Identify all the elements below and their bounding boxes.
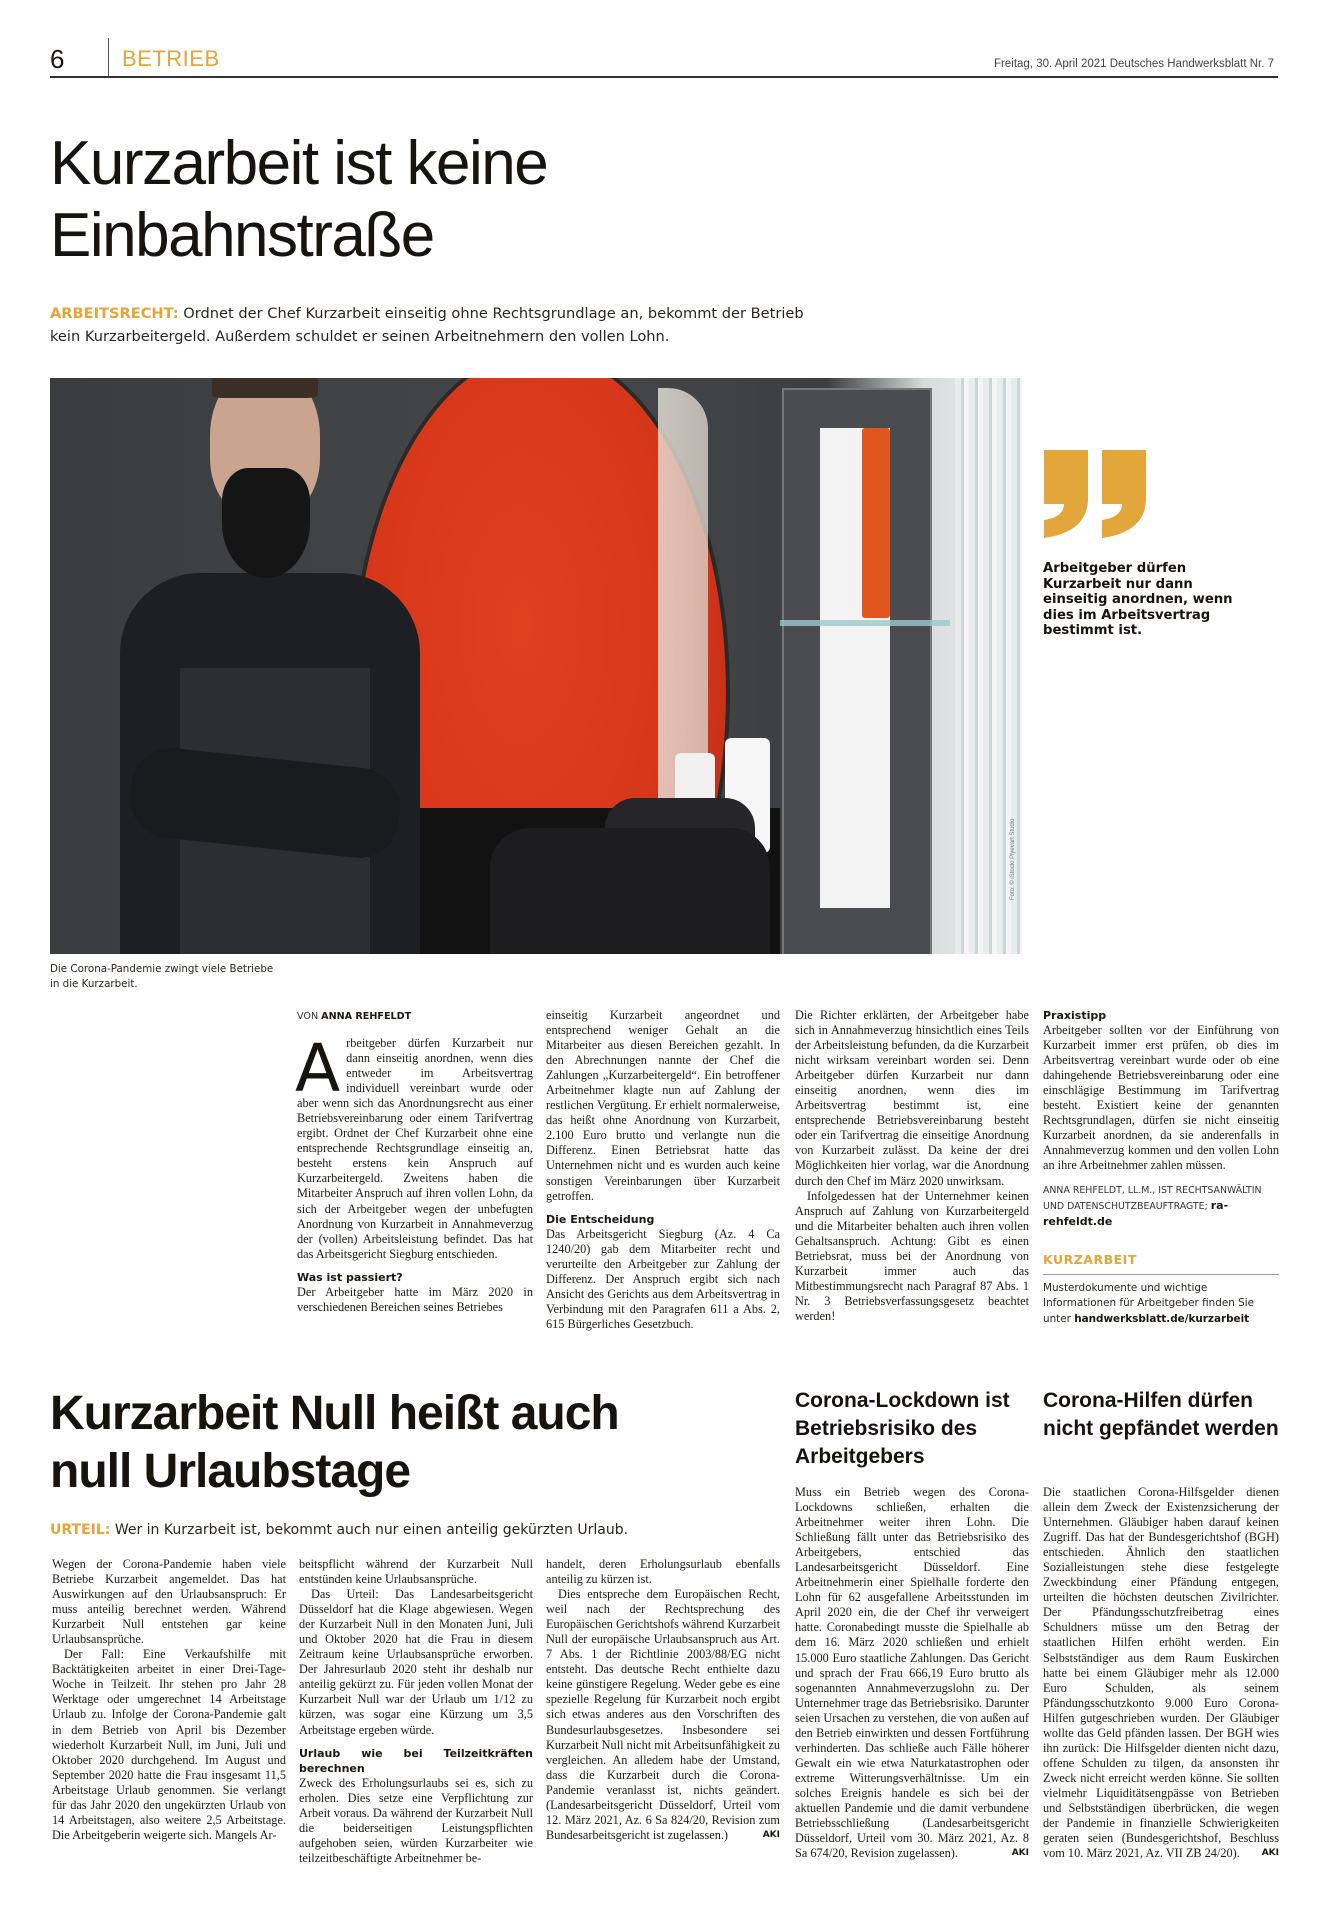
barber-chair bbox=[490, 828, 770, 954]
article2-subhead: Urlaub wie bei Teilzeitkräften berechnen bbox=[299, 1746, 533, 1775]
section-name: BETRIEB bbox=[122, 46, 220, 71]
author-website-link[interactable]: ra-rehfeldt.de bbox=[1043, 1199, 1229, 1229]
article2-column-3: handelt, deren Erholungsurlaub ebenfalls anteilig zu kürzen ist. Dies entspreche dem Europäischen Recht, weil nach der Rechtsprechung des Europäischen Gerichtshofs während Kurzarbeit Null der europäische Urlaubsanspruch aus Art. 7 Abs. 1 der Richtlinie 2003/88/EG nicht entsteht. Das deutsche Recht enthielte dazu keine günstigere Regelung. Weder gebe es eine spezielle Regelung für Kurzarbeit noch ergibt sich etwas anderes aus den Vorschriften des Bundesurlaubsgesetzes. Insbesondere sei Kurzarbeit Null nicht mit Arbeitsunfähigkeit zu vergleichen. An alledem habe der Umstand, dass die Kurzarbeit durch die Corona-Pandemie veranlasst ist, nichts geändert. (Landesarbeitsgericht Düsseldorf, Urteil vom 12. März 2021, Az. 6 Sa 824/20, Revision zum Bundesarbeitsgericht ist zugelassen.) AKI bbox=[546, 1557, 780, 1842]
subhead-praxistipp: Praxistipp bbox=[1043, 1009, 1107, 1022]
section2-text: Das Arbeitsgericht Siegburg (Az. 4 Ca 1240/20) gab dem Mitarbeiter recht und verurteilte den Arbeitgeber zur Zahlung der Differenz. Der Anspruch ergibt sich nach Ansicht des Gerichts aus dem Arbeitsvertrag in Verbindung mit den Paragrafen 611 a Abs. 2, 615 Bürgerliches Gesetzbuch. bbox=[546, 1226, 780, 1331]
article2-kicker: URTEIL: bbox=[50, 1522, 111, 1538]
barber-figure bbox=[120, 378, 420, 954]
author-note: ANNA REHFELDT, LL.M., IST RECHTSANWÄLTIN UND DATENSCHUTZBEAUFTRAGTE; ra-rehfeldt.de bbox=[1043, 1185, 1262, 1229]
article4-signature: AKI bbox=[1261, 1848, 1279, 1859]
article-photo bbox=[50, 378, 1022, 954]
article3-signature: AKI bbox=[1011, 1848, 1029, 1859]
praxistipp-text: Arbeitgeber sollten vor der Einführung von Kurzarbeit immer erst prüfen, ob dies im Arbeitsvertrag vereinbart wurde oder ob eine dahingehende Betriebsvereinbarung oder eine einschlägige Bestimmung im Tarifvertrag besteht. Existiert keine der genannten Rechtsgrundlagen, dürfen sie nicht einseitig Kurzarbeit anordnen, da sie anderenfalls in Annahmeverzug kommen und den vollen Lohn an ihre Arbeitnehmer zahlen müssen. bbox=[1043, 1023, 1279, 1173]
issue-meta: Freitag, 30. April 2021 Deutsches Handwerksblatt Nr. 7 bbox=[994, 58, 1274, 70]
header-divider bbox=[108, 38, 109, 78]
main-column-2 bbox=[546, 1008, 780, 1332]
article4-body: Die staatlichen Corona-Hilfsgelder dienen allein dem Zweck der Existenzsicherung der Unternehmen. Gläubiger haben darauf keinen Zugriff. Das hat der Bundesgerichtshof (BGH) entschieden. Ähnlich den staatlichen Sozialleistungen stehe diese festgelegte Zweckbindung einer Pfändung entgegen, urteilten die höchsten deutschen Zivilrichter. Der Pfändungsschutzfreibetrag eines Schuldners müsse um den Betrag der staatlichen Hilfen erhöht werden. Ein Selbstständiger aus dem Raum Euskirchen hatte bei einem Gläubiger mehr als 12.000 Euro Schulden, als seinem Pfändungsschutzkonto 9.000 Euro Corona-Hilfen gutgeschrieben wurden. Der Gläubiger wollte das Geld pfänden lassen. Der BGH wies ihn zurück: Die Hilfsgelder dienten nicht dazu, offene Schulden zu tilgen, da ansonsten ihr Zweck nicht erreicht werden könne. Sie sollten vielmehr Liquiditätsengpässe von Betrieben und Selbstständigen überbrücken, die wegen der Pandemie in finanzielle Schwierigkeiten geraten seien (Bundesgerichtshof, Beschluss vom 10. März 2021, Az. VII ZB 24/20). AKI bbox=[1043, 1485, 1279, 1861]
main-column-3 bbox=[795, 1008, 1029, 1324]
photo-credit: Foto: © iStock/ Plyevart Studio bbox=[1010, 818, 1016, 900]
dropcap: A bbox=[295, 1030, 341, 1107]
page-number: 6 bbox=[50, 44, 65, 74]
byline-author: ANNA REHFELDT bbox=[321, 1011, 412, 1022]
lede-kicker: ARBEITSRECHT: bbox=[50, 305, 179, 322]
col3-paragraph-1: Die Richter erklärten, der Arbeitgeber habe sich in Annahmeverzug hinsichtlich eines Teils der Arbeitsleistung befunden, da die Kurzarbeit nicht wirksam vereinbart worden sei. Denn Arbeitgeber dürfen Kurzarbeit nur dann einseitig anordnen, wenn dies im Arbeitsvertrag bestimmt ist, eine entsprechende Betriebsvereinbarung besteht oder ein Tarifvertrag die einseitige Anordnung von Kurzarbeit zulässt. Da keine der drei Möglichkeiten hier vorlag, war die Anordnung durch den Chef im März 2020 unwirksam. bbox=[795, 1008, 1029, 1188]
article2-column-2: beitspflicht während der Kurzarbeit Null entstünden keine Urlaubsansprüche. Das Urteil: Das Landesarbeitsgericht Düsseldorf hat die Klage abgewiesen. Wegen der Kurzarbeit Null in den Monaten Juni, Juli und Oktober 2020 hat die Frau in diesem Zeitraum keine Urlaubsansprüche erworben. Der Jahresurlaub 2020 steht ihr deshalb nur anteilig gekürzt zu. Für jeden vollen Monat der Kurzarbeit Null war der Urlaub um 1/12 zu kürzen, was sogar eine Kürzung um 3,5 Arbeitstage ergeben würde. Urlaub wie bei Teilzeitkräften berechnen Zweck des Erholungsurlaubs sei es, sich zu erholen. Dies setze eine Verpflichtung zur Arbeit voraus. Da während der Kurzarbeit Null die beiderseitigen Leistungspflichten aufgehoben seien, würden Kurzarbeiter wie teilzeitbeschäftigte Arbeitnehmer be- bbox=[299, 1557, 533, 1865]
article4-headline: Corona-Hilfen dürfen nicht gepfändet werden bbox=[1043, 1389, 1279, 1440]
article2-signature: AKI bbox=[762, 1829, 780, 1840]
article3-body: Muss ein Betrieb wegen des Corona-Lockdowns schließen, erhalten die Arbeitnehmer weiter ihren Lohn. Die Schließung fällt unter das Betriebsrisiko des Arbeitgebers, entschied das Landesarbeitsgericht Düsseldorf. Eine Arbeitnehmerin einer Spielhalle forderte den Lohn für 62 ausgefallene Arbeitsstunden im April 2020 ein, die der Chef ihr verweigert hatte. Coronabedingt musste die Spielhalle ab dem 16. März 2020 schließen und erhielt 15.000 Euro staatliche Zahlungen. Das Gericht und sprach der Frau 666,19 Euro brutto als sogenannten Annahmeverzugslohn zu. Der Unternehmer trage das Betriebsrisiko. Darunter seien Ursachen zu verstehen, die von außen auf den Betrieb einwirkten und dessen Fortführung verhinderten. Das schließe auch Fälle höherer Gewalt ein wie etwa Naturkatastrophen oder extreme Witterungsverhältnisse. Um ein solches Ereignis handele es sich bei der aktuellen Pandemie und die damit verbundene Betriebsschließung (Landesarbeitsgericht Düsseldorf, Urteil vom 30. März 2021, Az. 8 Sa 674/20, Revision zugelassen). AKI bbox=[795, 1485, 1029, 1861]
photo-caption: Die Corona-Pandemie zwingt viele Betriebe in die Kurzarbeit. bbox=[50, 963, 274, 990]
subhead-die-entscheidung: Die Entscheidung bbox=[546, 1212, 655, 1226]
article2-lede: URTEIL: Wer in Kurzarbeit ist, bekommt auch nur einen anteilig gekürzten Urlaub. bbox=[50, 1522, 629, 1538]
header-rule bbox=[50, 76, 1278, 78]
pull-quote: Arbeitgeber dürfen Kurzarbeit nur dann einseitig anordnen, wenn dies im Arbeitsvertrag bestimmt ist. bbox=[1043, 561, 1233, 638]
intro-text: rbeitgeber dürfen Kurzarbeit nur dann einseitig anordnen, wenn dies entweder im Arbeitsvertrag individuell vereinbart wurde oder aber wenn sich das Anordnungsrecht aus einer Betriebsvereinbarung oder einem Tarifvertrag ergibt. Ordnet der Chef Kurzarbeit ohne eine entsprechende Rechtsgrundlage einseitig an, besteht erstens kein Anspruch auf Kurzarbeitergeld. Zweitens haben die Mitarbeiter Anspruch auf ihren vollen Lohn, da sich der Arbeitgeber wegen der unbefugten Anordnung von Kurzarbeit in Annahmeverzug der (vollen) Arbeitsleistung befindet. Das hat das Arbeitsgericht Siegburg entschieden. bbox=[297, 1036, 533, 1261]
main-lede bbox=[50, 302, 810, 348]
headline-line2: Einbahnstraße bbox=[50, 201, 434, 270]
main-column-4 bbox=[1043, 1008, 1279, 1327]
section1-text-a: Der Arbeitgeber hatte im März 2020 in verschiedenen Bereichen seines Betriebes bbox=[297, 1284, 533, 1314]
main-column-1 bbox=[295, 1030, 533, 1315]
col3-paragraph-2: Infolgedessen hat der Unternehmer keinen Anspruch auf Zahlung von Kurzarbeitergeld und die Mitarbeiter behalten auch ihren vollen Gehaltsanspruch. Achtung: Gibt es einen Betriebsrat, muss bei der Anordnung von Kurzarbeit immer auch das Mitbestimmungsrecht nach Paragraf 87 Abs. 1 Nr. 3 Betriebsverfassungsgesetz beachtet werden! bbox=[795, 1188, 1029, 1323]
section1-text-b: einseitig Kurzarbeit angeordnet und entsprechend weniger Gehalt an die Mitarbeiter aus diesen Bereichen gezahlt. In den Abrechnungen nannte der Chef die Zahlungen „Kurzarbeitergeld“. Ein betroffener Arbeitnehmer klagte nun auf Zahlung der restlichen Vergütung. Er erhielt normalerweise, das heißt ohne Anordnung von Kurzarbeit, 2.100 Euro brutto und verlangte nun die Differenz. Einen Betriebsrat hatte das Unternehmen nicht und es wurden auch keine sonstigen Vereinbarungen über Kurzarbeit getroffen. bbox=[546, 1008, 780, 1203]
info-box-text: Musterdokumente und wichtige Informationen für Arbeitgeber finden Sie unter handwerksblatt.de/kurzarbeit bbox=[1043, 1281, 1255, 1325]
info-box-link[interactable]: handwerksblatt.de/kurzarbeit bbox=[1074, 1312, 1250, 1325]
subhead-was-ist-passiert: Was ist passiert? bbox=[297, 1270, 403, 1284]
info-box-title: KURZARBEIT bbox=[1043, 1252, 1279, 1274]
lede-text: Ordnet der Chef Kurzarbeit einseitig ohne Rechtsgrundlage an, bekommt der Betrieb kein Kurzarbeitergeld. Außerdem schuldet er seinen Arbeitnehmern den vollen Lohn. bbox=[50, 305, 804, 345]
article2-column-1: Wegen der Corona-Pandemie haben viele Betriebe Kurzarbeit angemeldet. Das hat Auswirkungen auf den Urlaubsanspruch: Er muss anteilig berechnet werden. Während Kurzarbeit Null entstehen gar keine Urlaubsansprüche. Der Fall: Eine Verkaufshilfe mit Backtätigkeiten arbeitet in einer Drei-Tage-Woche in Teilzeit. Ihr stehen pro Jahr 28 Werktage oder umgerechnet 14 Arbeitstage Urlaub zu. Infolge der Corona-Pandemie galt in dem Betrieb von April bis Dezember wiederholt Kurzarbeit Null, im Juni, Juli und Oktober 2020 durchgehend. Im August und September 2020 hatte die Frau insgesamt 11,5 Arbeitstage Urlaub genommen. Sie verlangt für das Jahr 2020 den ungekürzten Urlaub von 14 Arbeitstagen, also weitere 2,5 Arbeitstage. Die Arbeitgeberin weigerte sich. Mangels Ar- bbox=[52, 1557, 286, 1842]
article3-headline: Corona-Lockdown ist Betriebsrisiko des Arbeitgebers bbox=[795, 1389, 1010, 1468]
article2-headline: Kurzarbeit Null heißt auch null Urlaubstage bbox=[50, 1387, 619, 1498]
headline-line1: Kurzarbeit ist keine bbox=[50, 129, 548, 198]
main-headline bbox=[50, 128, 950, 272]
byline: VON ANNA REHFELDT bbox=[297, 1011, 412, 1022]
quote-mark-icon bbox=[1042, 448, 1152, 538]
